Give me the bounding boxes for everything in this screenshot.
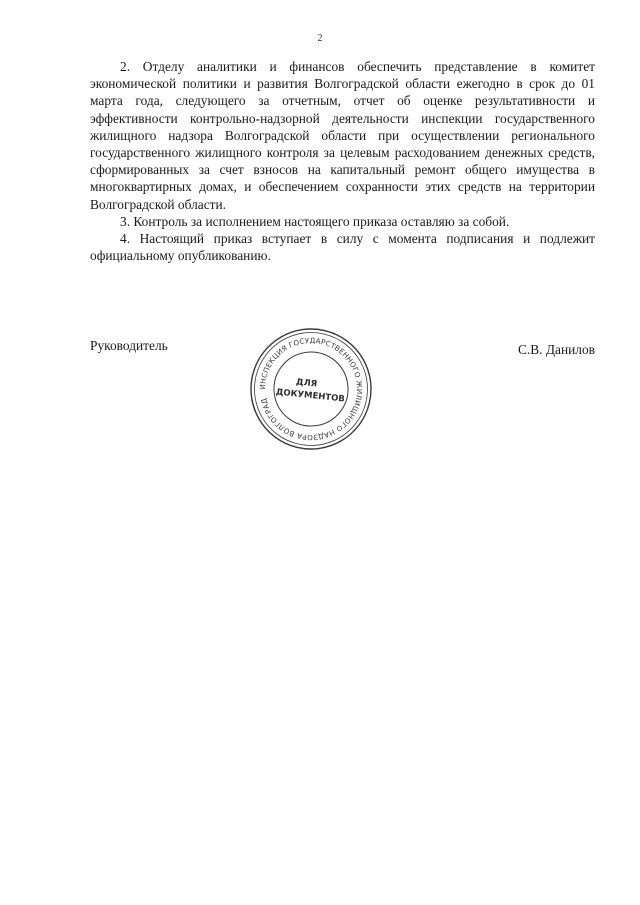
signatory-position: Руководитель — [90, 338, 168, 353]
seal-center-line1: ДЛЯ — [295, 377, 318, 390]
seal-ring-text: ИНСПЕКЦИЯ ГОСУДАРСТВЕННОГО ЖИЛИЩНОГО НАДЗОРА ВОЛГОГРАДСКОЙ — [257, 335, 365, 443]
signatory-name: С.В. Данилов — [517, 342, 595, 357]
paragraph-2: 2. Отделу аналитики и финансов обеспечить представление в комитет экономической политики и развития Волгоградской области ежегодно в срок до 01 марта года, следующего за отчетным, отчет об оценке результативности и эффективности контрольно-надзорной деятельности инспекции государственного жилищного надзора Волгоградской области при осуществлении регионального государственного жилищного контроля за целевым расходованием денежных средств, сформированных за счет взносов на капитальный ремонт общего имущества в многоквартирных домах, и обеспечением сохранности этих средств на территории Волгоградской области. — [90, 59, 595, 212]
paragraph-4: 4. Настоящий приказ вступает в силу с момента подписания и подлежит официальному опубликованию. — [90, 231, 595, 264]
official-seal — [246, 324, 376, 454]
page-number: 2 — [317, 33, 323, 44]
document-body — [90, 58, 595, 264]
seal-graphic — [246, 324, 376, 454]
seal-center-line2: ДОКУМЕНТОВ — [275, 387, 346, 405]
paragraph-3: 3. Контроль за исполнением настоящего приказа оставляю за собой. — [120, 213, 510, 229]
